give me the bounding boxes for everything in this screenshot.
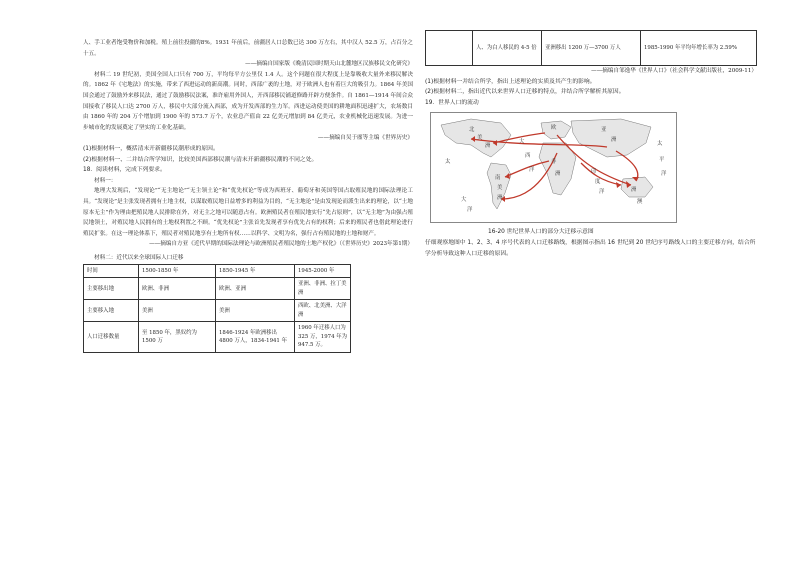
table-cell: 时间 (84, 264, 139, 278)
right-column (425, 30, 757, 260)
left-column (83, 38, 413, 353)
table-cell: 欧洲、非洲 (139, 278, 216, 300)
map-label: 南 (495, 175, 501, 182)
map-label: 非 (551, 159, 557, 166)
table-cell: 人、为白人移民的 4-5 倍 (473, 31, 542, 66)
map-label: 美 (477, 135, 483, 142)
text-paragraph: 地理大发现后，“发现论”“无主地论”“无主领土论”和“优先权论”等成为西班牙、葡萄牙和英国等国占取殖民地的国际法理论工具。“发现论”是主张发现者拥有土地主权，以谋取殖民地日益增多的利益为目的，“无主地论”是由发现论而派生出来的理论，以“土地原本无主”作为理由把殖民地人民排除在外，对无主之地可以随意占有。欧洲殖民者在殖民地实行“先占原则”，以“无主地”为由强占殖民地领土，对殖民地人民拥有的土地权利置之不顾。“优先权论”主张首先发现者享有优先占有的权利；后来的殖民者也借此理论进行殖民扩张。在这一理论体系下，殖民者对殖民地享有土地所有权……以科学、文明为名，强行占有殖民地的土地和财产。 (83, 188, 413, 237)
question-heading: 19．世界人口的流动 (425, 99, 479, 106)
map-label: 欧 (551, 125, 557, 132)
table-row (84, 264, 351, 278)
map-label: 印 (591, 169, 597, 176)
question-item: (2)根据材料一、二并结合所学知识，比较美国西部移民潮与清末开新疆移民潮的不同之处。 (83, 156, 318, 163)
question-item: (1)根据材料一并结合所学，指出上述理论的实质及其产生的影响。 (425, 78, 596, 85)
map-caption: 16-20 世纪世界人口的部分大迁移示意图 (488, 229, 594, 236)
table-row (426, 31, 757, 66)
map-label: 洲 (485, 143, 491, 150)
map-label: 澳 (637, 199, 643, 206)
table-cell: 主要移入地 (84, 300, 139, 322)
world-migration-map (430, 112, 677, 223)
table-caption: 材料二：近代以来全球国际人口迁移 (94, 254, 184, 261)
map-label: 太 (657, 141, 663, 148)
table-cell: 1960 年迁移人口为 325 万，1974 年为 947.5 万。 (295, 322, 351, 353)
map-label: 洲 (555, 171, 561, 178)
source-citation: ——摘编自吴于廑等主编《世界历史》 (317, 135, 413, 142)
table-row (84, 300, 351, 322)
map-label: 洲 (631, 187, 637, 194)
migration-table (83, 264, 351, 353)
table-cell: 人口迁移数量 (84, 322, 139, 353)
map-label: 大 (519, 139, 525, 146)
table-cell: 亚洲、非洲、拉丁美洲 (295, 278, 351, 300)
material-heading: 材料一： (94, 177, 117, 184)
table-cell: 1850-1945 年 (216, 264, 295, 278)
table-cell: 欧洲、亚洲 (216, 278, 295, 300)
table-cell: 1500-1850 年 (139, 264, 216, 278)
source-citation: ——摘编自国家版《晚清民国时期天山北麓地区汉族移民文化研究》 (245, 61, 413, 68)
text-paragraph: 材料二 19 世纪初，美国全国人口只有 700 万，平均每平方公里仅 1.4 人。这个问题在很大程度上是靠吸收大量外来移民解决的。1862 年《宅地法》的实施，带来了西进运动的新高潮。同时，西部广袤的土地，对于欧洲人也有着巨大的吸引力。1864 年美国国会通过了鼓励外来移民法，通过了鼓励移民法案，准许雇用外国人，开西部移民铺道修路开辟方便条件。自 1861—1914 年间合众国接收了移民人口达 2700 万人，移民中大部分流入西部，成为开发西部的生力军。西进运动使美国的耕地面积迅速扩大，农场数目由 1860 年的 204 万个增加到 1900 年的 573.7 万个，农业总产值由 22 亿美元增加到 84 亿美元，农业机械化迅速发展。为进一步城市化的发展奠定了坚实的工业化基础。 (83, 71, 413, 131)
table-cell: 美洲 (216, 300, 295, 322)
source-citation: ——摘编自邹逸华《世界人口》（社会科学文献出版社，2009-11） (591, 68, 757, 74)
text-paragraph: 人、手工业者饱受物价和加税。殖上前往投疆的8%。1931 年前后，前疆居人口总数已达 300 万左右，其中汉人 52.5 万，占百分之十五。 (83, 40, 413, 57)
map-label: 洋 (467, 207, 473, 214)
table-cell: 1846-1924 年欧洲移出 4800 万人，1834-1941 年 (216, 322, 295, 353)
map-label: 亚 (601, 127, 607, 134)
question-item: (1)根据材料一，概括清末开新疆移民潮形成的原因。 (83, 145, 219, 152)
table-row (84, 322, 351, 353)
map-label: 洋 (599, 189, 605, 196)
table-cell: 1945-2000 年 (295, 264, 351, 278)
map-label: 太 (445, 159, 451, 166)
map-label: 洋 (529, 167, 535, 174)
map-svg (431, 113, 676, 222)
table-cell: 至 1850 年，黑奴约为 1500 万 (139, 322, 216, 353)
map-label: 北 (469, 127, 475, 134)
map-label: 美 (497, 185, 503, 192)
migration-table-continued (425, 30, 757, 66)
map-label: 洋 (661, 171, 667, 178)
map-label: 西 (525, 153, 531, 160)
question-heading: 18．阅读材料，完成下列要求。 (83, 167, 166, 174)
source-citation: ——摘编自方亚《近代早期的国际法理论与欧洲殖民者殖民地的土地产权化》（《世界历史》2023年第1期） (149, 241, 413, 248)
question-item: (2)根据材料二，指出近代以来世界人口迁移的特点，并结合所学解析其原因。 (425, 89, 625, 96)
table-cell: 主要移出地 (84, 278, 139, 300)
question-item: 仔细观察地图中 1、2、3、4 序号代表的人口迁移路线，根据图示指出 16 世纪到 20 世纪序号路线人口的主要迁移方向，结合所学分析导致这种人口迁移的原因。 (425, 240, 756, 257)
table-cell (426, 31, 473, 66)
table-cell: 1985-1990 年平均年增长率为 2.59% (641, 31, 757, 66)
map-label: 平 (659, 157, 665, 164)
table-cell: 美洲 (139, 300, 216, 322)
map-label: 大 (461, 197, 467, 204)
table-cell: 西欧、北美洲、大洋洲 (295, 300, 351, 322)
map-label: 洲 (497, 195, 503, 202)
table-row (84, 278, 351, 300)
map-label: 度 (595, 179, 601, 186)
map-label: 洲 (611, 137, 617, 144)
table-cell: 亚洲移出 1200 万—3700 万人 (542, 31, 641, 66)
